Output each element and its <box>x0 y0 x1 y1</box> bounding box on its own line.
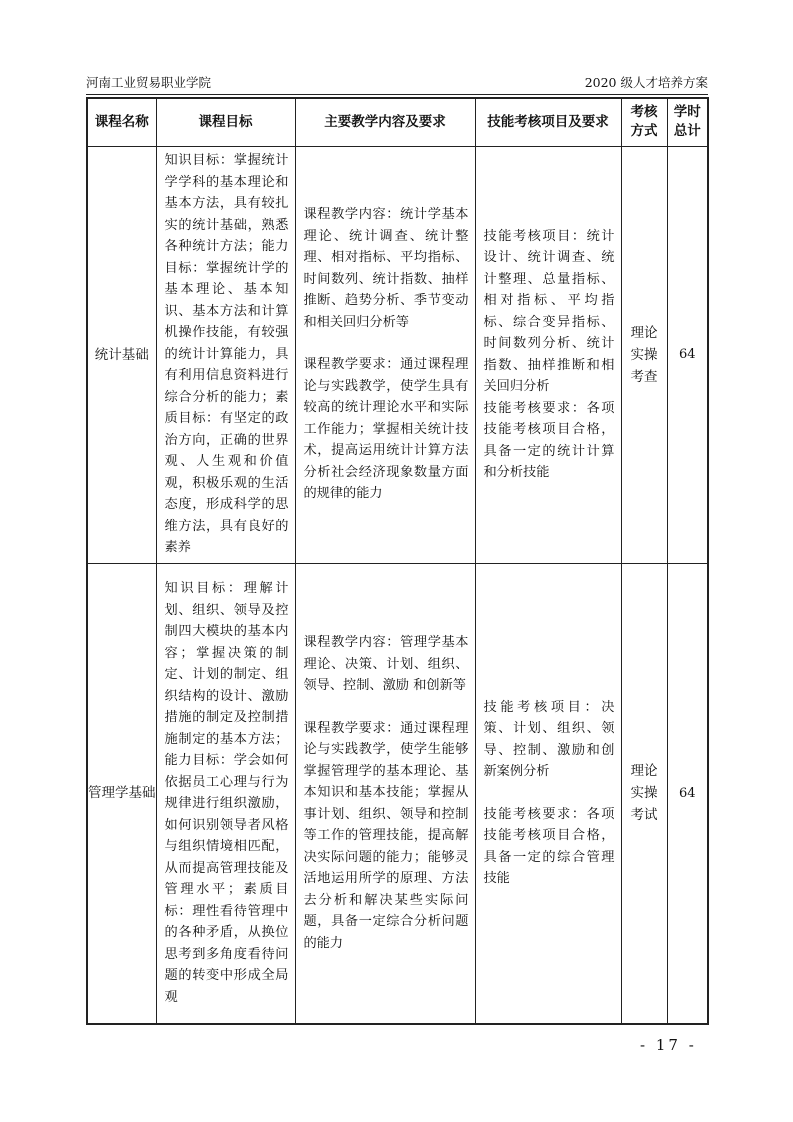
header-exam-line1: 考核 <box>630 104 658 121</box>
header-exam-line2: 方式 <box>630 123 658 140</box>
header-content: 主要教学内容及要求 <box>295 98 475 146</box>
course-table <box>86 97 709 1025</box>
skills-cell <box>475 146 621 563</box>
header-total-hours <box>667 98 708 146</box>
content-cell <box>295 563 475 1024</box>
page-header <box>86 74 708 92</box>
document-title: 2020 级人才培养方案 <box>584 75 708 90</box>
exam-method-line: 理论 <box>630 324 658 341</box>
total-hours-cell: 64 <box>667 563 708 1024</box>
content-description: 课程教学内容：统计学基本理论、统计调查、统计整理、相对指标、平均指标、时间数列、统计指数、抽样推断、趋势分析、季节变动和相关回归分析等 <box>303 207 469 330</box>
exam-method-line: 考查 <box>630 368 658 385</box>
course-name-cell: 统计基础 <box>87 146 156 563</box>
course-name-cell: 管理学基础 <box>87 563 156 1024</box>
exam-method-cell <box>621 146 667 563</box>
content-cell <box>295 146 475 563</box>
skills-cell <box>475 563 621 1024</box>
objectives-text: 知识目标：掌握统计学学科的基本理论和基本方法，具有较扎实的统计基础，熟悉各种统计方法；能力目标：掌握统计学的基本理论、基本知识、基本方法和计算机操作技能，有较强的统计计算能力，具有利用信息资料进行综合分析的能力；素质目标：有坚定的政治方向，正确的世界观、人生观和价值观，积极乐观的生活态度，形成科学的思维方法，具有良好的素养 <box>164 153 289 556</box>
table-row <box>87 563 708 1024</box>
table-header-row <box>87 98 708 146</box>
content-description: 课程教学内容：管理学基本理论、决策、计划、组织、领导、控制、激励 和创新等 <box>303 635 469 694</box>
skills-items: 技能考核项目：统计设计、统计调查、统计整理、总量指标、相对指标、平均指标、综合变异指标、时间数列分析、统计指数、抽样推断和相关回归分析 <box>483 228 615 394</box>
exam-method-line: 理论 <box>630 763 658 780</box>
objectives-text: 知识目标：理解计划、组织、领导及控制四大模块的基本内容；掌握决策的制定、计划的制定、组织结构的设计、激励措施的制定及控制措施制定的基本方法；能力目标：学会如何依据员工心理与行为规律进行组织激励，如何识别领导者风格与组织情境相匹配，从而提高管理技能及管理水平；素质目标：理性看待管理中的各种矛盾，从换位思考到多角度看待问题的转变中形成全局观 <box>164 581 289 1005</box>
exam-method-line: 实操 <box>630 346 658 363</box>
header-skills: 技能考核项目及要求 <box>475 98 621 146</box>
content-requirements: 课程教学要求：通过课程理论与实践教学，使学生能够掌握管理学的基本理论、基本知识和基本技能；掌握从事计划、组织、领导和控制等工作的管理技能，提高解决实际问题的能力；能够灵活地运用所学的原理、方法去分析和解决某些实际问题，具备一定综合分析问题的能力 <box>303 720 469 951</box>
content-requirements: 课程教学要求：通过课程理论与实践教学，使学生具有较高的统计理论水平和实际工作能力；掌握相关统计技术，提高运用统计计算方法分析社会经济现象数量方面的规律的能力 <box>303 357 469 502</box>
skills-requirements: 技能考核要求：各项技能考核项目合格，具备一定的综合管理技能 <box>483 806 615 887</box>
exam-method-line: 实操 <box>630 785 658 802</box>
header-hours-line2: 总计 <box>673 123 701 140</box>
header-hours-line1: 学时 <box>673 104 701 121</box>
skills-requirements: 技能考核要求：各项技能考核项目合格，具备一定的统计计算和分析技能 <box>483 400 615 480</box>
header-objectives: 课程目标 <box>156 98 295 146</box>
skills-items: 技能考核项目：决策、计划、组织、领导、控制、激励和创新案例分析 <box>483 699 615 780</box>
table-row <box>87 146 708 563</box>
exam-method-cell <box>621 563 667 1024</box>
header-course-name: 课程名称 <box>87 98 156 146</box>
objectives-cell <box>156 563 295 1024</box>
header-rule <box>86 94 708 95</box>
header-exam-method <box>621 98 667 146</box>
institution-name: 河南工业贸易职业学院 <box>86 75 212 90</box>
total-hours-cell: 64 <box>667 146 708 563</box>
page-number: - 17 - <box>640 1036 697 1054</box>
objectives-cell <box>156 146 295 563</box>
exam-method-line: 考试 <box>630 807 658 824</box>
